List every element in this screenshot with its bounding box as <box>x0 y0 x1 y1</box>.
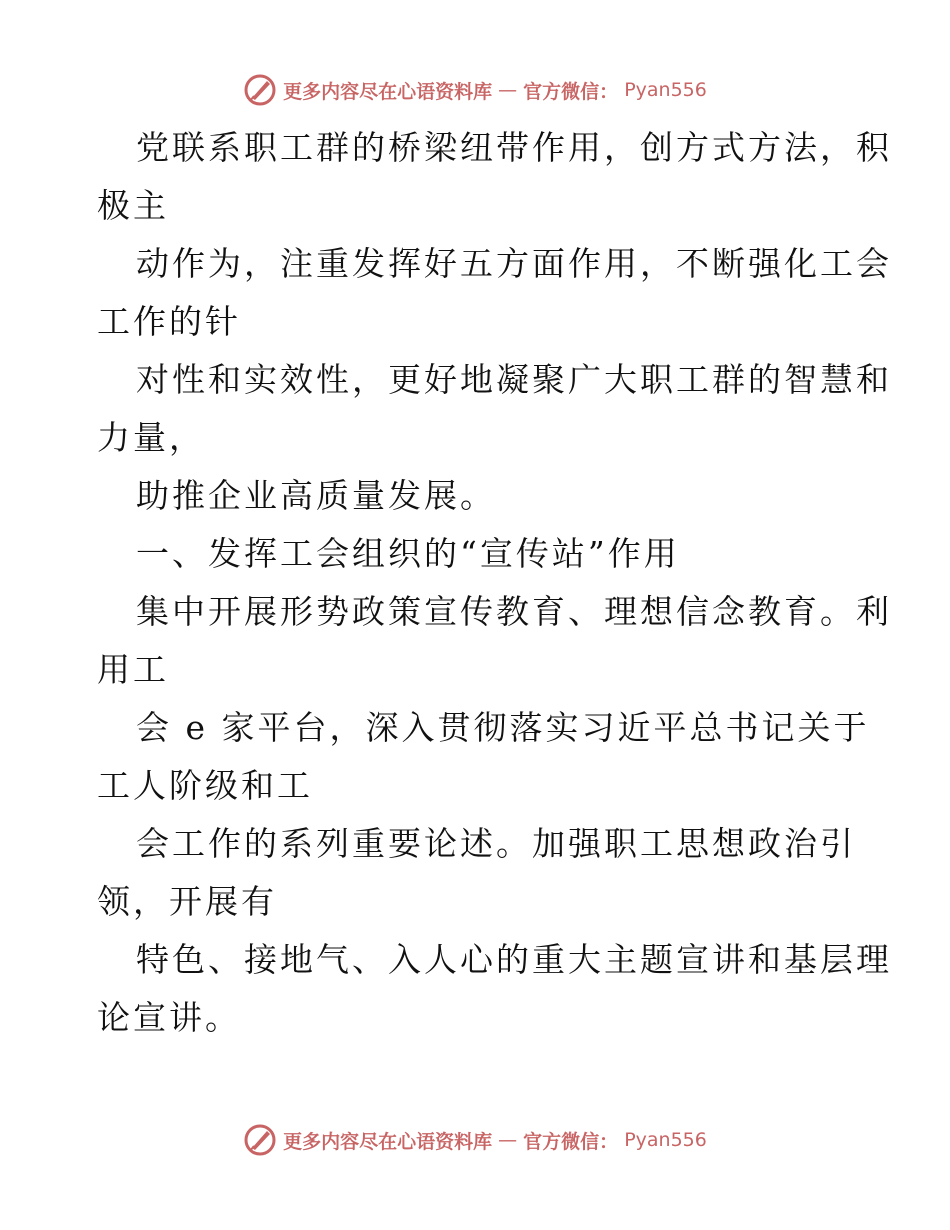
body-line: 助推企业高质量发展。 <box>136 476 496 515</box>
header-wechat-label: 官方微信： <box>523 80 619 103</box>
body-line: 会工作的系列重要论述。加强职工思想政治引 <box>136 824 856 863</box>
body-line: 用工 <box>97 650 169 689</box>
body-line: 特色、接地气、入人心的重大主题宣讲和基层理 <box>136 940 892 979</box>
body-line: 对性和实效性，更好地凝聚广大职工群的智慧和 <box>136 360 892 399</box>
body-line: 领，开展有 <box>97 882 277 921</box>
quill-logo-icon <box>243 1123 277 1157</box>
body-line: 工作的针 <box>97 302 241 341</box>
footer-brand-text: 更多内容尽在心语资料库 <box>283 1130 493 1153</box>
body-line: 极主 <box>97 186 169 225</box>
header-watermark <box>0 70 950 110</box>
footer-watermark <box>0 1120 950 1160</box>
body-line: 工人阶级和工 <box>97 766 313 805</box>
header-wechat-id: Pyan556 <box>624 79 707 101</box>
body-line: 力量， <box>97 418 205 457</box>
footer-wechat-id: Pyan556 <box>624 1129 707 1151</box>
header-dash: — <box>498 79 518 101</box>
body-line: 论宣讲。 <box>97 998 241 1037</box>
footer-dash: — <box>498 1129 518 1151</box>
body-line: 会 e 家平台，深入贯彻落实习近平总书记关于 <box>136 708 870 747</box>
document-body <box>97 119 892 1047</box>
quill-logo-icon <box>243 73 277 107</box>
body-line: 集中开展形势政策宣传教育、理想信念教育。利 <box>136 592 892 631</box>
header-brand-text: 更多内容尽在心语资料库 <box>283 80 493 103</box>
body-line: 党联系职工群的桥梁纽带作用，创方式方法，积 <box>136 128 892 167</box>
section-heading: 一、发挥工会组织的“宣传站”作用 <box>136 534 680 573</box>
body-line: 动作为，注重发挥好五方面作用，不断强化工会 <box>136 244 892 283</box>
footer-wechat-label: 官方微信： <box>523 1130 619 1153</box>
